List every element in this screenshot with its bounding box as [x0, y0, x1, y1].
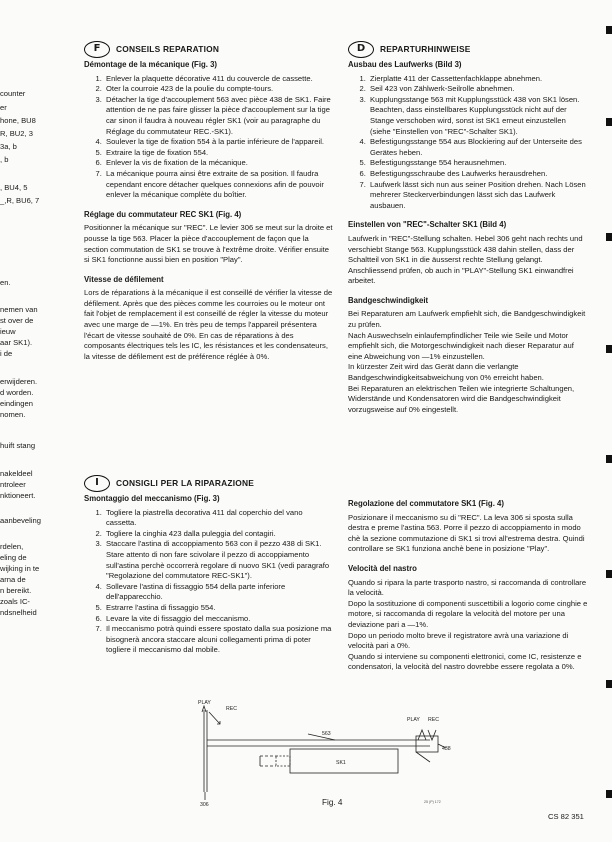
section-badge-i: I — [84, 475, 110, 492]
list-item: 5. Extraire la tige de fixation 554. — [104, 148, 334, 159]
left-fragment-text: nemen van — [0, 305, 38, 314]
rod-label: 563 — [322, 731, 331, 737]
binding-mark — [606, 233, 612, 241]
italian-section-continued — [348, 497, 588, 673]
coupling-piece — [416, 736, 438, 752]
left-fragment-text: rdelen, — [0, 542, 24, 551]
left-fragment-text: nktioneert. — [0, 491, 36, 500]
list-item: 1. Zierplatte 411 der Cassettenfachklappe abnehmen. — [368, 74, 588, 85]
left-fragment-text: nakeldeel — [0, 469, 33, 478]
left-fragment-text: R, BU2, 3 — [0, 129, 33, 138]
binding-mark — [606, 570, 612, 578]
sk1-slider — [276, 756, 290, 766]
paragraph: Laufwerk in "REC"-Stellung schalten. Hebel 306 geht nach rechts und verschiebt Stange 563. Kupplungsstück 438 dahin stellen, dass der Schaltteil von SK1 in die äusserst rechte Stellung gelangt. Anschliessend prüfen, ob auch in "PLAY"-Stellung SK1 einwandfrei arbeitet. — [348, 233, 583, 286]
paragraph: In kürzester Zeit wird das Gerät dann die verlangte Bandgeschwindigkeitsabweichung von 0% erreicht haben. — [348, 362, 544, 383]
list-item: 2. Togliere la cinghia 423 dalla puleggia del contagiri. — [104, 529, 334, 540]
left-fragment-text: i de — [0, 349, 13, 358]
left-fragment-text: arna de — [0, 575, 26, 584]
left-fragment-text: nomen. — [0, 410, 26, 419]
binding-mark — [606, 455, 612, 463]
binding-mark — [606, 118, 612, 126]
binding-mark — [606, 26, 612, 34]
left-fragment-text: hone, BU8 — [0, 116, 36, 125]
fig4-diagram — [190, 696, 470, 808]
paragraph: Dopo la sostituzione di componenti suscettibili a logorio come cinghie e motore, si raccomanda di regolare la velocità del motore per una deviazione pari a —1%. — [348, 598, 588, 629]
document-code: CS 82 351 — [548, 812, 584, 821]
left-fragment-text: , BU4, 5 — [0, 183, 28, 192]
list-item: 7. La mécanique pourra ainsi être extraite de sa position. Il faudra cependant encore détacher quelques connexions afin de pouvoir enlever la mécanique complète du boîtier. — [104, 169, 334, 201]
left-fragment-text: d worden. — [0, 388, 34, 397]
left-fragment-text: er — [0, 103, 7, 112]
paragraph: Bei Reparaturen am Laufwerk empfiehlt sich, die Bandgeschwindigkeit zu prüfen. — [348, 309, 586, 330]
subsection-title: Démontage de la mécanique (Fig. 3) — [84, 60, 218, 69]
list-item: 5. Estrarre l'astina di fissaggio 554. — [104, 603, 334, 614]
left-fragment-text: ntroleer — [0, 480, 26, 489]
subsection-title: Smontaggio del meccanismo (Fig. 3) — [84, 494, 220, 503]
list-item: 1. Togliere la piastrella decorativa 411 dal coperchio del vano cassetta. — [104, 508, 334, 529]
left-fragment-text: erwijderen. — [0, 377, 38, 386]
list-item: 4. Befestigungsstange 554 aus Blockiering auf der Unterseite des Gerätes heben. — [368, 137, 588, 158]
list-item: 6. Enlever la vis de fixation de la mécanique. — [104, 158, 334, 169]
subsection-title: Einstellen von "REC"-Schalter SK1 (Bild 4) — [348, 220, 507, 230]
binding-mark — [606, 790, 612, 798]
list-item: 4. Soulever la tige de fixation 554 à la partie inférieure de l'appareil. — [104, 137, 334, 148]
coupling-line — [416, 752, 430, 762]
section-badge-d: D — [348, 41, 374, 58]
coupling-label: 438 — [442, 746, 451, 752]
left-fragment-text: eindingen — [0, 399, 33, 408]
subsection-title: Bandgeschwindigkeit — [348, 295, 429, 305]
left-fragment-text: 3a, b — [0, 142, 17, 151]
left-fragment-text: zoals IC- — [0, 597, 30, 606]
paragraph: Posizionare il meccanismo su di "REC". La leva 306 si sposta sulla destra e preme l'astina 563. Porre il pezzo di accoppiamento in modo chè la sezione commutazione di SK1 si trovi all'estrema destra. Quindi controllare se SK1 funziona anchè bene in posizione "Play". — [348, 512, 585, 554]
steps-list — [84, 508, 334, 656]
list-item: 3. Détacher la tige d'accouplement 563 avec pièce 438 de SK1. Faire attention de ne pas faire glisser la pièce d'accouplement sur la tige car sinon il faudra à nouveau régler SK1 (voir au paragraphe du Réglage du commutateur REC.-SK1). — [104, 95, 334, 137]
italian-section — [84, 474, 334, 656]
subsection-title: Regolazione del commutatore SK1 (Fig. 4) — [348, 499, 504, 508]
paragraph: Quando si interviene su componenti elettronici, come IC, resistenze e condensatori, la velocità del nastro dovrebbe essere regolata a 0%. — [348, 651, 582, 672]
switch-label: SK1 — [336, 760, 346, 766]
section-title: CONSIGLI PER LA RIPARAZIONE — [116, 477, 255, 488]
lever-label: 306 — [200, 802, 209, 808]
left-fragment-text: aar SK1). — [0, 338, 33, 347]
left-fragment-text: huift stang — [0, 441, 36, 450]
left-fragment-text: eling de — [0, 553, 27, 562]
french-section — [84, 40, 334, 362]
list-item: 7. Laufwerk lässt sich nun aus seiner Position drehen. Nach Lösen mehrerer Steckerverbindungen lässt sich das Laufwerk ausbauen. — [368, 180, 588, 212]
left-fragment-text: ieuw — [0, 327, 16, 336]
left-fragment-text: en. — [0, 278, 11, 287]
paragraph: Bei Reparaturen an elektrischen Teilen wie integrierte Schaltungen, Widerstände und Kondensatoren wird die Bandgeschwindigkeit vorzugsweise auf 0% eingestellt. — [348, 383, 575, 414]
german-section — [348, 40, 588, 415]
left-fragment-text: aanbeveling — [0, 516, 41, 525]
play-label: PLAY — [407, 717, 420, 723]
left-fragment-text: _,R, BU6, 7 — [0, 196, 40, 205]
left-fragment-text: st over de — [0, 316, 34, 325]
list-item: 1. Enlever la plaquette décorative 411 du couvercle de cassette. — [104, 74, 334, 85]
list-item: 5. Befestigungsstange 554 herausnehmen. — [368, 158, 588, 169]
play-arrow-icon — [418, 730, 426, 740]
left-fragment-text: n bereikt. — [0, 586, 32, 595]
left-fragment-text: ndsnelheid — [0, 608, 37, 617]
steps-list — [348, 74, 588, 212]
subsection-title: Ausbau des Laufwerks (Bild 3) — [348, 60, 462, 69]
figure-caption: Fig. 4 — [322, 798, 343, 807]
list-item: 7. Il meccanismo potrà quindi essere spostato dalla sua posizione ma bisognerà ancora staccare alcuni collegamenti prima di poter togliere il meccanismo dal mobile. — [104, 624, 334, 656]
subsection-title: Velocità del nastro — [348, 563, 417, 573]
subsection-title: Réglage du commutateur REC SK1 (Fig. 4) — [84, 209, 242, 219]
list-item: 4. Sollevare l'astina di fissaggio 554 della parte inferiore dell'apparecchio. — [104, 582, 334, 603]
rec-label: REC — [226, 706, 237, 712]
binding-mark — [606, 680, 612, 688]
play-label: PLAY — [198, 700, 211, 706]
paragraph: Quando si ripara la parte trasporto nastro, si raccomanda di controllare la velocità. — [348, 577, 587, 598]
left-fragment-text: wijking in te — [0, 564, 40, 573]
steps-list — [84, 74, 334, 201]
paragraph: Positionner la mécanique sur "REC". Le levier 306 se meut sur la droite et pousse la tige 563. Placer la pièce d'accouplement de façon que la section commutation de SK1 se trouve à l'extrême droite. Vérifier ensuite si SK1 fonctionne aussi bien en position "Play". — [84, 223, 333, 265]
rec-arrow-line — [209, 712, 220, 724]
list-item: 2. Oter la courroie 423 de la poulie du compte-tours. — [104, 84, 334, 95]
paragraph: Lors de réparations à la mécanique il est conseillé de vérifier la vitesse de défilement. Après que des pièces comme les courroies ou le moteur ont fait l'objet de remplacement il est conseillé de régler la vitesse du moteur avec une marge de —1%. En très peu de temps l'appareil présentera l'écart de vitesse souhaité de 0%. En cas de réparations à des composants électriques tels les IC, les résistances et les condensateurs, la vitesse de défilement est de préférence réglée à 0%. — [84, 288, 333, 361]
list-item: 6. Befestigungsschraube des Laufwerks herausdrehen. — [368, 169, 588, 180]
list-item: 3. Kupplungsstange 563 mit Kupplungsstück 438 von SK1 lösen. Beachten, dass einstellbares Kupplungsstück nicht auf der Stange verschoben wird, sonst ist SK1 erneut einzustellen (siehe "Einstellen von "REC"-Schalter SK1). — [368, 95, 588, 137]
paragraph: Dopo un periodo molto breve il registratore avrà una variazione di velocità pari a 0%. — [348, 630, 569, 651]
left-fragment-text: counter — [0, 89, 26, 98]
binding-mark — [606, 345, 612, 353]
rec-label: REC — [428, 717, 439, 723]
list-item: 6. Levare la vite di fissaggio del meccanismo. — [104, 614, 334, 625]
section-title: CONSEILS REPARATION — [116, 43, 220, 54]
section-title: REPARTURHINWEISE — [380, 43, 471, 54]
paragraph: Nach Auswechseln einlaufempfindlicher Teile wie Seile und Motor empfiehlt sich, die Motorgeschwindigkeit nach dieser Reparatur auf eine Abweichung von —1% einzustellen. — [348, 330, 574, 361]
rec-arrow-icon — [428, 730, 436, 740]
section-badge-f: F — [84, 41, 110, 58]
subsection-title: Vitesse de défilement — [84, 274, 164, 284]
list-item: 3. Staccare l'astina di accoppiamento 563 con il pezzo 438 di SK1. Stare attento di non fare scivolare il pezzo di accoppiamento sull'astina perchè occorrerà regolare di nuovo SK1 (vedi paragrafo "Regolazione del commutatore REC-SK1"). — [104, 539, 334, 581]
left-fragment-text: , b — [0, 155, 9, 164]
figure-code: 25 (P) 172 — [424, 800, 441, 804]
list-item: 2. Seil 423 von Zählwerk-Seilrolle abnehmen. — [368, 84, 588, 95]
